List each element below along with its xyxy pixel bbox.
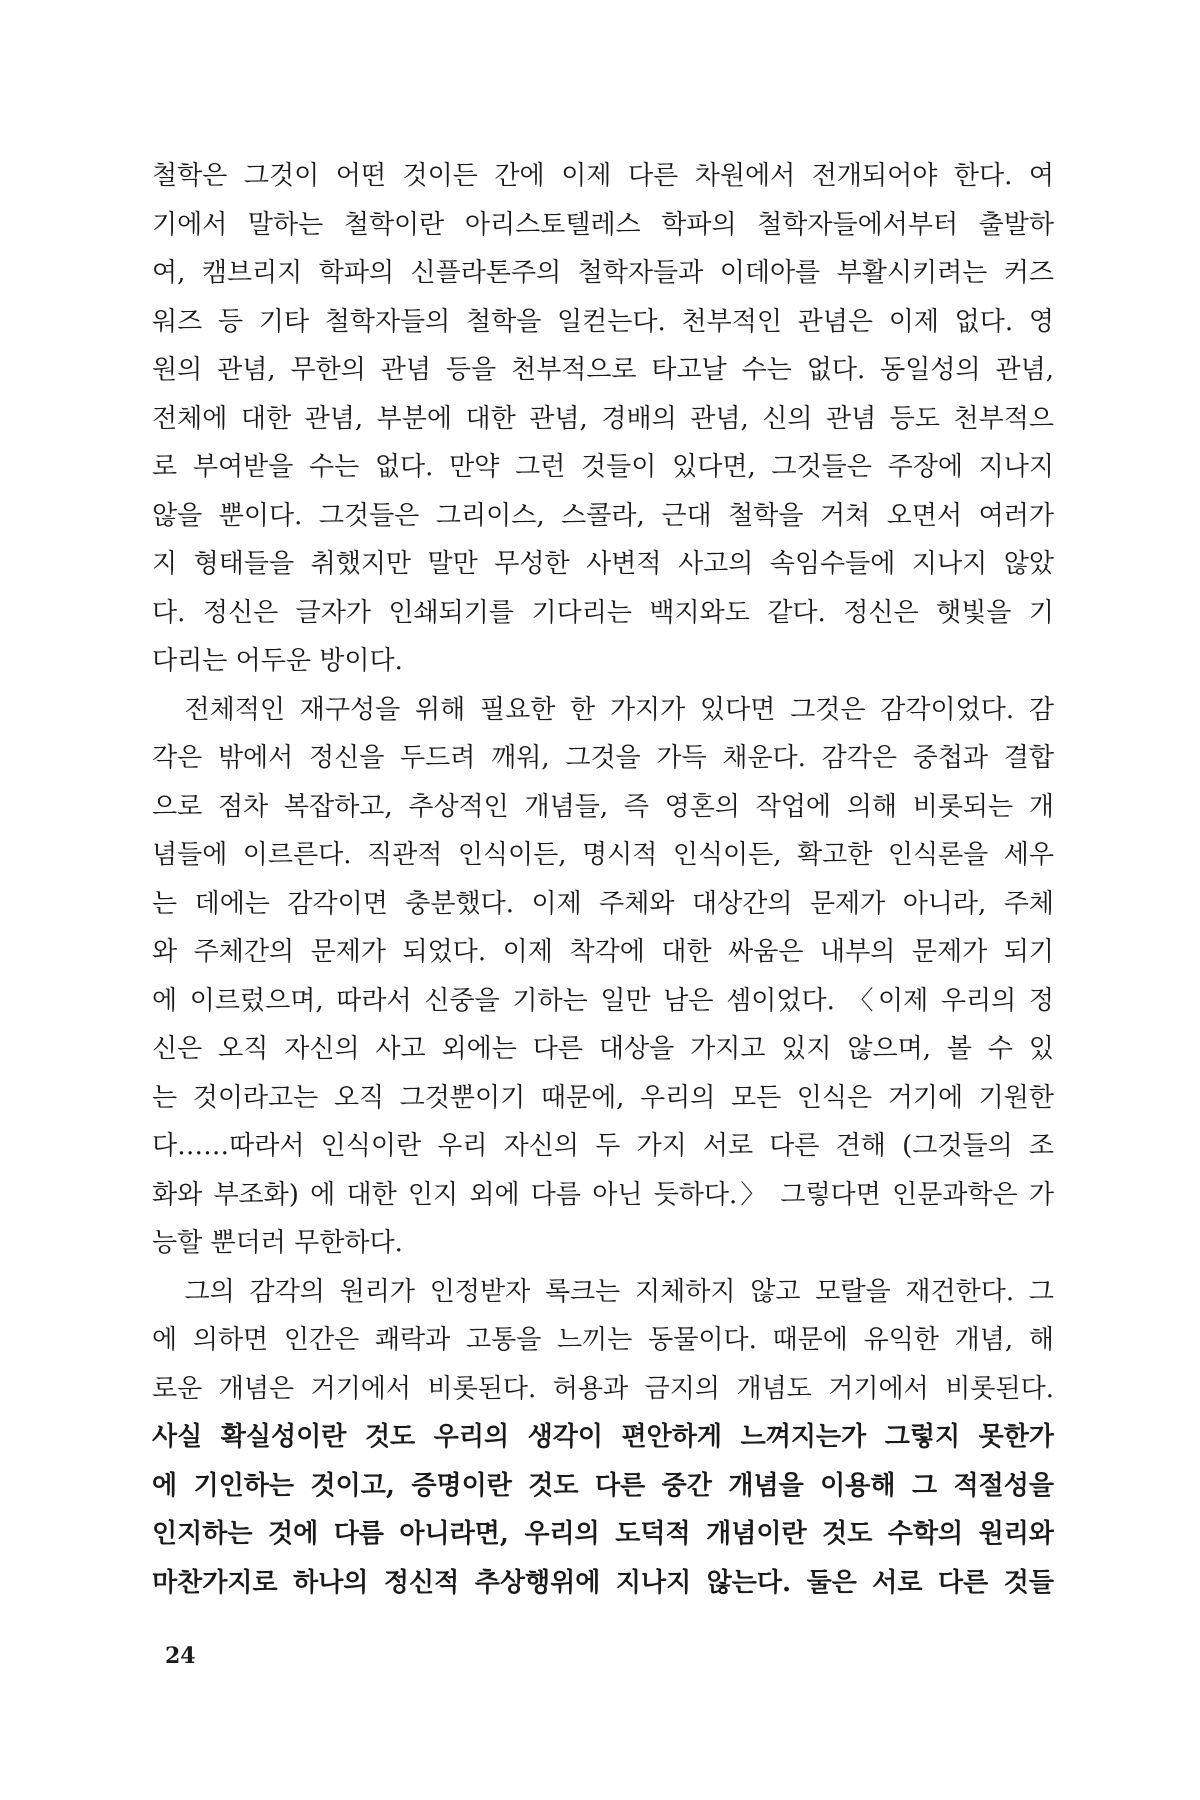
text-line: 마찬가지로 하나의 정신적 추상행위에 지나지 않는다. 둘은 서로 다른 것들 xyxy=(152,1567,1054,1598)
body-text xyxy=(152,152,1054,1607)
text-line: 전체에 대한 관념, 부분에 대한 관념, 경배의 관념, 신의 관념 등도 천부적으 xyxy=(152,403,1054,434)
text-line: 다……따라서 인식이란 우리 자신의 두 가지 서로 다른 견해 (그것들의 조 xyxy=(152,1131,1054,1161)
text-line: 인지하는 것에 다름 아니라면, 우리의 도덕적 개념이란 것도 수학의 원리와 xyxy=(152,1519,1054,1549)
text-line: 로 부여받을 수는 없다. 만약 그런 것들이 있다면, 그것들은 주장에 지나지 xyxy=(152,452,1054,482)
text-line: 화와 부조화) 에 대한 인지 외에 다름 아닌 듯하다.〉 그렇다면 인문과학은 가 xyxy=(152,1179,1054,1210)
text-line: 로운 개념은 거기에서 비롯된다. 허용과 금지의 개념도 거기에서 비롯된다. xyxy=(152,1373,1054,1404)
text-line: 지 형태들을 취했지만 말만 무성한 사변적 사고의 속임수들에 지나지 않았 xyxy=(152,549,1054,579)
text-line: 워즈 등 기타 철학자들의 철학을 일컫는다. 천부적인 관념은 이제 없다. 영 xyxy=(152,306,1054,337)
text-line: 와 주체간의 문제가 되었다. 이제 착각에 대한 싸움은 내부의 문제가 되기 xyxy=(152,937,1054,967)
text-line: 념들에 이르른다. 직관적 인식이든, 명시적 인식이든, 확고한 인식론을 세우 xyxy=(152,840,1054,870)
text-line: 사실 확실성이란 것도 우리의 생각이 편안하게 느껴지는가 그렇지 못한가 xyxy=(152,1422,1054,1452)
text-line: 으로 점차 복잡하고, 추상적인 개념들, 즉 영혼의 작업에 의해 비롯되는 개 xyxy=(152,791,1054,822)
text-line: 각은 밖에서 정신을 두드려 깨워, 그것을 가득 채운다. 감각은 중첩과 결합 xyxy=(152,743,1054,773)
text-line: 에 이르렀으며, 따라서 신중을 기하는 일만 남은 셈이었다. 〈이제 우리의 정 xyxy=(152,985,1054,1016)
text-line: 에 기인하는 것이고, 증명이란 것도 다른 중간 개념을 이용해 그 적절성을 xyxy=(152,1470,1054,1501)
text-line: 에 의하면 인간은 쾌락과 고통을 느끼는 동물이다. 때문에 유익한 개념, 해 xyxy=(152,1325,1054,1355)
text-line: 그의 감각의 원리가 인정받자 록크는 지체하지 않고 모랄을 재건한다. 그 xyxy=(152,1276,1054,1307)
page-number: 24 xyxy=(165,1643,196,1669)
text-line: 여, 캠브리지 학파의 신플라톤주의 철학자들과 이데아를 부활시키려는 커즈 xyxy=(152,258,1054,288)
text-line: 능할 뿐더러 무한하다. xyxy=(152,1228,403,1258)
text-line: 전체적인 재구성을 위해 필요한 한 가지가 있다면 그것은 감각이었다. 감 xyxy=(152,694,1054,725)
text-line: 는 데에는 감각이면 충분했다. 이제 주체와 대상간의 문제가 아니라, 주체 xyxy=(152,888,1054,919)
text-line: 다리는 어두운 방이다. xyxy=(152,646,403,676)
text-line: 원의 관념, 무한의 관념 등을 천부적으로 타고날 수는 없다. 동일성의 관념, xyxy=(152,355,1054,385)
text-line: 기에서 말하는 철학이란 아리스토텔레스 학파의 철학자들에서부터 출발하 xyxy=(152,209,1054,240)
text-line: 않을 뿐이다. 그것들은 그리이스, 스콜라, 근대 철학을 거쳐 오면서 여러가 xyxy=(152,500,1054,531)
text-line: 철학은 그것이 어떤 것이든 간에 이제 다른 차원에서 전개되어야 한다. 여 xyxy=(152,161,1054,191)
text-line: 다. 정신은 글자가 인쇄되기를 기다리는 백지와도 같다. 정신은 햇빛을 기 xyxy=(152,597,1054,628)
text-line: 신은 오직 자신의 사고 외에는 다른 대상을 가지고 있지 않으며, 볼 수 있 xyxy=(152,1034,1054,1064)
text-line: 는 것이라고는 오직 그것뿐이기 때문에, 우리의 모든 인식은 거기에 기원한 xyxy=(152,1082,1054,1113)
